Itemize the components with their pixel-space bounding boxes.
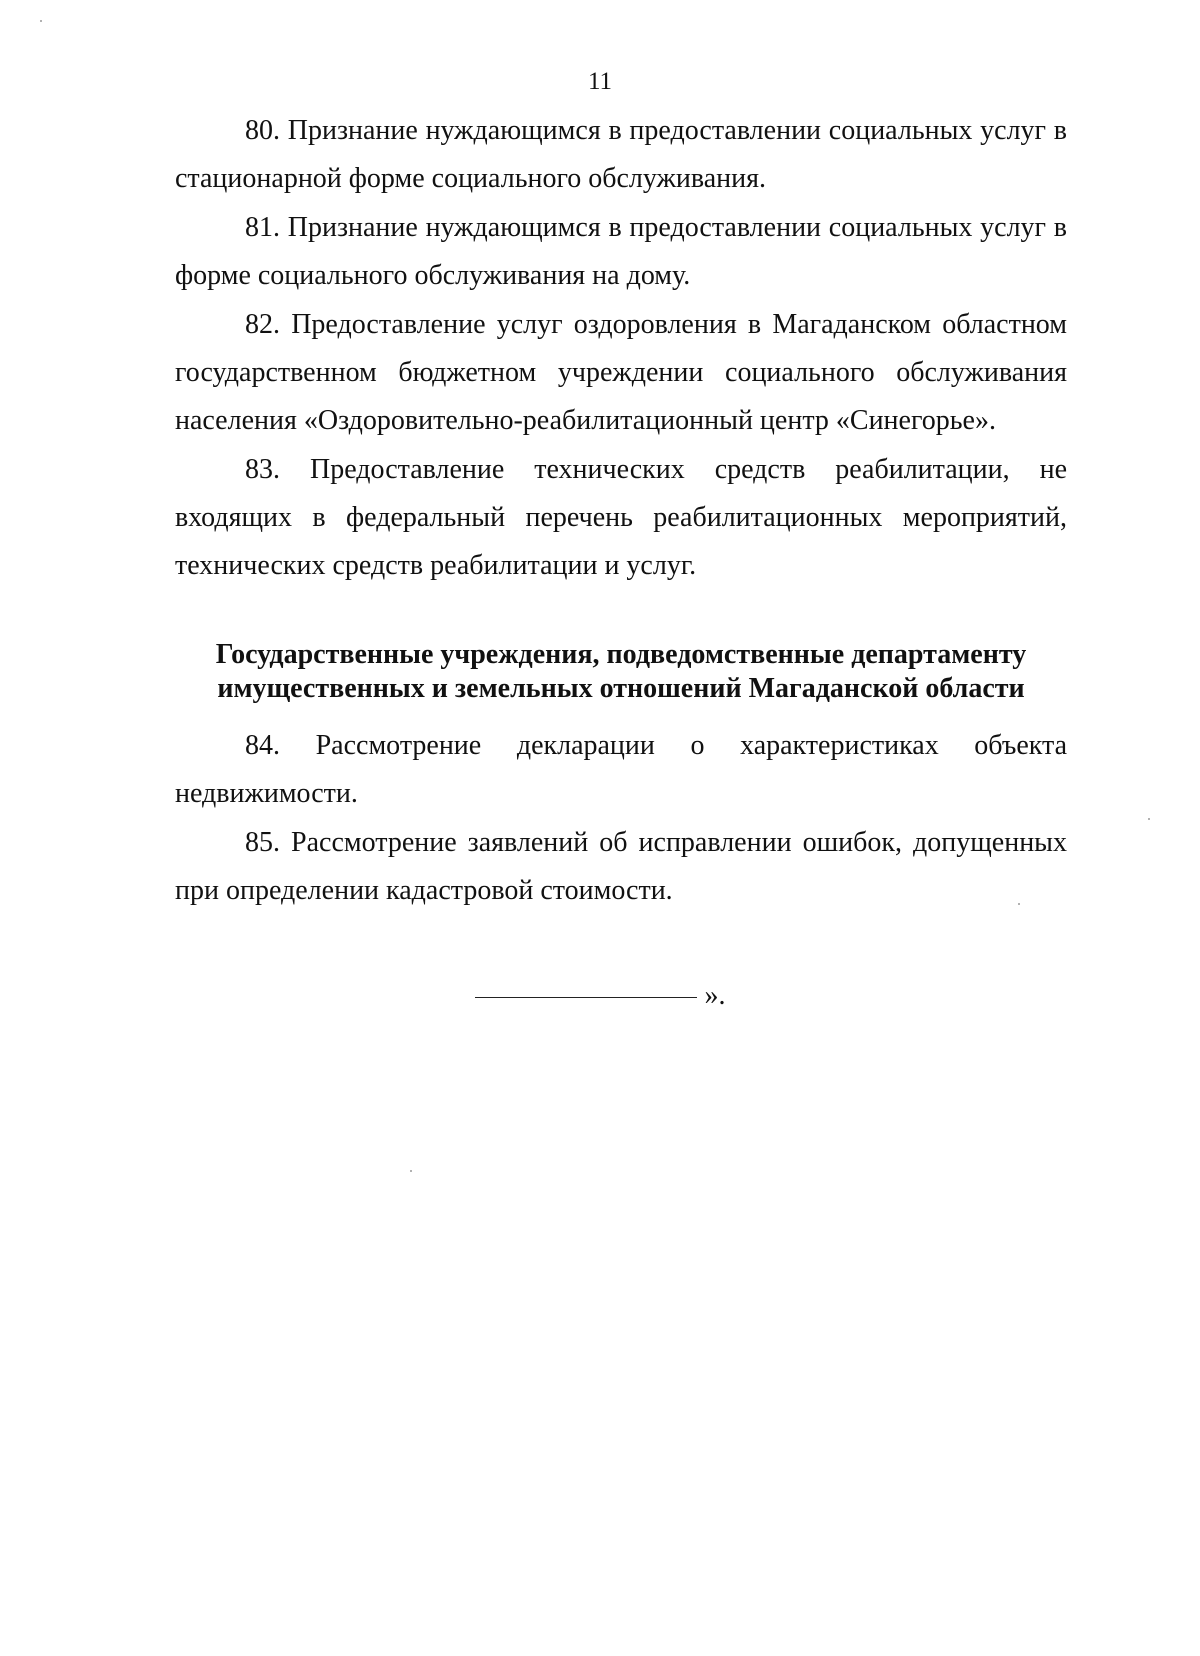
item-number: 80.	[245, 115, 280, 146]
list-item-85	[175, 819, 1067, 915]
item-number: 81.	[245, 212, 280, 243]
item-text: Признание нуждающимся в предоставлении социальных услуг в форме социального обслуживания на дому.	[175, 212, 1067, 291]
section-heading-line-2: имущественных и земельных отношений Магаданской области	[217, 673, 1025, 704]
closing-quote: ».	[704, 980, 726, 1011]
item-number: 85.	[245, 827, 280, 858]
item-text: Предоставление технических средств реабилитации, не входящих в федеральный перечень реабилитационных мероприятий, технических средств реабилитации и услуг.	[175, 454, 1067, 581]
section-heading-line-1: Государственные учреждения, подведомственные департаменту	[215, 639, 1027, 670]
scan-speck	[40, 20, 42, 22]
list-item-80	[175, 107, 1067, 203]
item-number: 82.	[245, 309, 280, 340]
item-text: Предоставление услуг оздоровления в Магаданском областном государственном бюджетном учреждении социального обслуживания населения «Оздоровительно-реабилитационный центр «Синегорье».	[175, 309, 1067, 436]
section-heading	[175, 638, 1067, 706]
item-text: Рассмотрение декларации о характеристиках объекта недвижимости.	[175, 730, 1067, 809]
item-number: 83.	[245, 454, 280, 485]
page-number: 11	[587, 68, 613, 95]
item-text: Рассмотрение заявлений об исправлении ошибок, допущенных при определении кадастровой стоимости.	[175, 827, 1067, 906]
list-item-83	[175, 446, 1067, 590]
scan-speck	[1018, 903, 1020, 905]
document-body	[175, 107, 1067, 916]
item-number: 84.	[245, 730, 280, 761]
list-item-84	[175, 722, 1067, 818]
scan-speck	[410, 1170, 412, 1172]
item-text: Признание нуждающимся в предоставлении социальных услуг в стационарной форме социального обслуживания.	[175, 115, 1067, 194]
scan-speck	[1148, 818, 1150, 820]
closing-rule	[475, 997, 697, 998]
list-item-82	[175, 301, 1067, 445]
closing-mark	[0, 980, 1200, 1012]
list-item-81	[175, 204, 1067, 300]
